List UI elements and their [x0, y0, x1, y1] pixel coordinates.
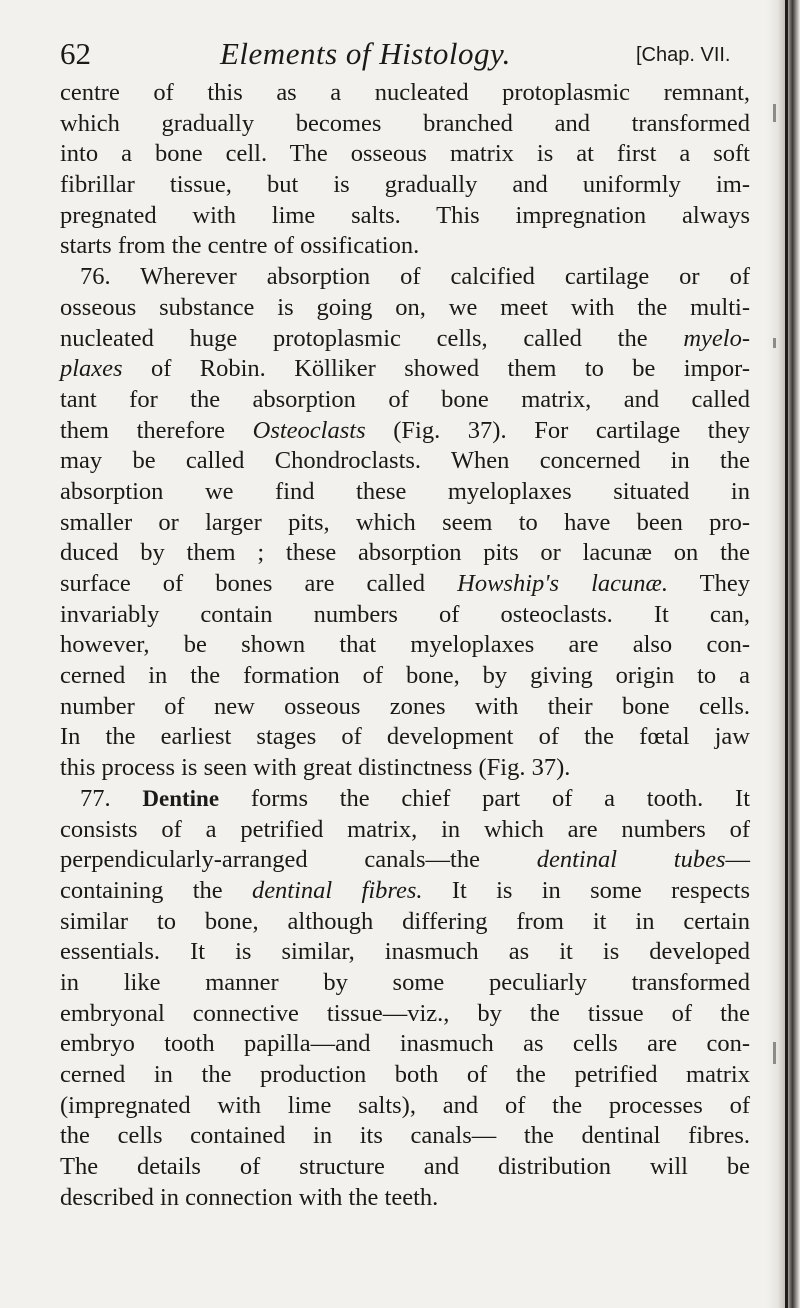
text-line	[60, 354, 750, 385]
running-title: Elements of Histology.	[220, 36, 511, 71]
paragraph-76-start: 76. Wherever absorption of calcified cartilage or of	[80, 263, 750, 291]
text-line: osseous substance is going on, we meet with the multi-	[60, 293, 750, 321]
text-fragment: nucleated huge protoplasmic cells, called the	[60, 324, 684, 352]
text-line: similar to bone, although differing from it in certain	[60, 907, 750, 935]
text-line: described in connection with the teeth.	[60, 1183, 439, 1211]
text-line: consists of a petrified matrix, in which are numbers of	[60, 815, 750, 843]
text-line	[60, 845, 750, 876]
term-dentine: Dentine	[142, 785, 220, 811]
text-line	[60, 876, 750, 907]
term-myeloplaxes-cont: plaxes	[60, 355, 123, 383]
body-text	[60, 78, 750, 1213]
paragraph-77-start	[60, 784, 750, 815]
text-fragment: —	[725, 846, 750, 874]
margin-mark	[773, 1042, 776, 1064]
text-line: this process is seen with great distinctness (Fig. 37).	[60, 754, 571, 782]
text-line: smaller or larger pits, which seem to have been pro-	[60, 508, 750, 536]
text-line: pregnated with lime salts. This impregnation always	[60, 201, 750, 229]
term-howships-lacunae: Howship's lacunæ.	[457, 570, 669, 597]
text-line: embryonal connective tissue—viz., by the tissue of the	[60, 999, 750, 1027]
text-line: duced by them ; these absorption pits or lacunæ on the	[60, 539, 750, 567]
text-line: absorption we find these myeloplaxes situated in	[60, 477, 750, 505]
text-line: however, be shown that myeloplaxes are also con-	[60, 631, 750, 659]
text-fragment: 77.	[80, 784, 143, 812]
text-line: The details of structure and distribution will be	[60, 1153, 750, 1181]
text-line: cerned in the production both of the petrified matrix	[60, 1061, 750, 1088]
page-edge-line	[785, 0, 788, 1308]
term-myeloplaxes: myelo-	[683, 324, 750, 352]
text-line: (impregnated with lime salts), and of the processes of	[60, 1091, 750, 1119]
text-line: may be called Chondroclasts. When concerned in the	[60, 447, 750, 475]
text-line: In the earliest stages of development of the fœtal jaw	[60, 723, 750, 751]
text-line: centre of this as a nucleated protoplasmic remnant,	[60, 79, 750, 106]
text-fragment: surface of bones are called	[60, 570, 458, 597]
text-line: essentials. It is similar, inasmuch as it is developed	[60, 938, 750, 966]
text-line: starts from the centre of ossification.	[60, 232, 420, 260]
text-fragment: They	[668, 570, 750, 597]
text-line: invariably contain numbers of osteoclasts. It can,	[60, 600, 750, 628]
text-fragment: of Robin. Kölliker showed them to be impor-	[122, 355, 750, 383]
text-fragment: perpendicularly-arranged canals—the	[60, 846, 537, 874]
margin-mark	[773, 338, 776, 348]
text-fragment: containing the	[60, 876, 252, 904]
page-header	[60, 34, 750, 74]
term-dentinal-tubes: dentinal tubes	[536, 846, 726, 874]
chapter-reference: [Chap. VII.	[636, 44, 731, 66]
text-fragment: (Fig. 37). For cartilage they	[365, 416, 750, 444]
text-fragment: It is in some respects	[422, 876, 750, 904]
text-line: fibrillar tissue, but is gradually and uniformly im-	[60, 171, 750, 199]
text-line: number of new osseous zones with their bone cells.	[60, 692, 750, 720]
text-line: in like manner by some peculiarly transformed	[60, 968, 750, 996]
text-fragment: them therefore	[60, 416, 253, 444]
text-line: which gradually becomes branched and transformed	[60, 109, 750, 137]
text-line	[60, 569, 750, 600]
margin-mark	[773, 104, 776, 122]
text-line: cerned in the formation of bone, by giving origin to a	[60, 662, 750, 690]
term-dentinal-fibres: dentinal fibres.	[251, 876, 423, 904]
text-fragment: forms the chief part of a tooth. It	[219, 784, 750, 812]
text-line	[60, 416, 750, 447]
text-line: the cells contained in its canals— the dentinal fibres.	[60, 1122, 750, 1150]
text-line: into a bone cell. The osseous matrix is at first a soft	[60, 140, 750, 168]
page-number: 62	[60, 36, 91, 71]
text-line	[60, 324, 750, 355]
page-spine-shadow	[766, 0, 800, 1308]
term-osteoclasts: Osteoclasts	[252, 416, 366, 444]
text-line: tant for the absorption of bone matrix, and called	[60, 385, 750, 413]
text-line: embryo tooth papilla—and inasmuch as cells are con-	[60, 1030, 750, 1058]
